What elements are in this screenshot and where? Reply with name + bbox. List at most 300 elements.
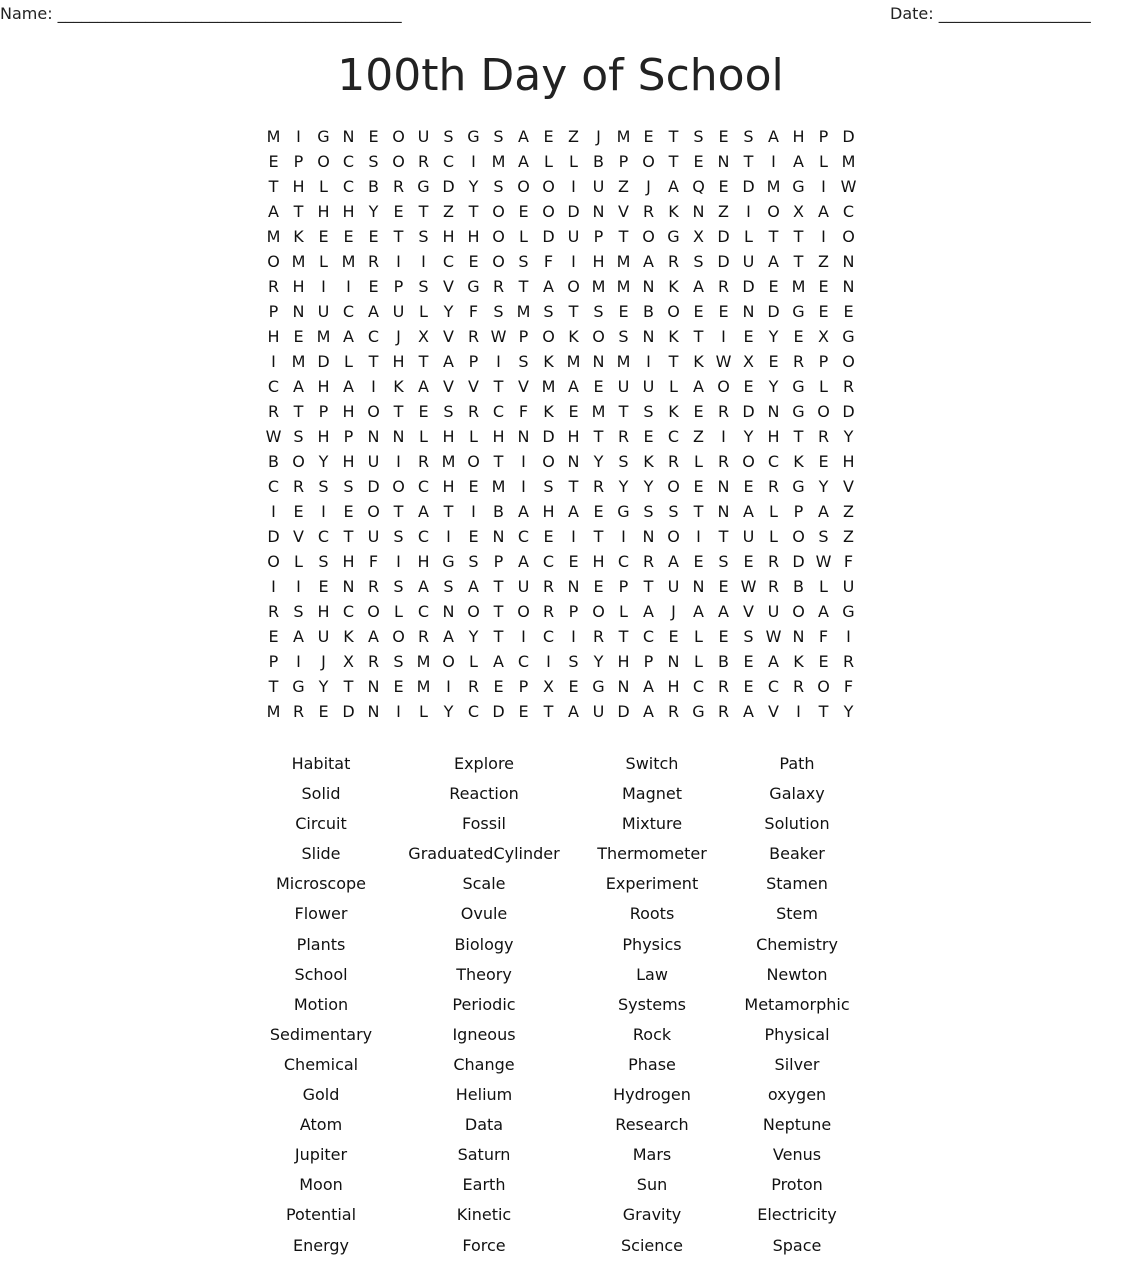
grid-letter: L <box>569 152 578 171</box>
grid-letter: P <box>268 302 279 321</box>
grid-letter: T <box>693 502 704 521</box>
grid-row <box>261 524 861 549</box>
grid-letter: T <box>268 177 279 196</box>
grid-letter: I <box>296 127 301 146</box>
grid-letter: S <box>468 552 479 571</box>
grid-letter: D <box>492 702 505 721</box>
grid-letter: L <box>419 702 428 721</box>
grid-letter: I <box>471 502 476 521</box>
grid-letter: R <box>267 277 280 296</box>
grid-letter: A <box>293 627 304 646</box>
grid-letter: W <box>765 627 782 646</box>
grid-letter: C <box>417 602 430 621</box>
word-list-row <box>241 1172 881 1202</box>
grid-letter: N <box>792 627 805 646</box>
word-list-row <box>241 901 881 931</box>
grid-letter: K <box>793 652 804 671</box>
grid-letter: T <box>493 627 504 646</box>
grid-letter: G <box>617 502 630 521</box>
grid-letter: T <box>293 202 304 221</box>
grid-letter: E <box>593 377 604 396</box>
grid-letter: I <box>796 702 801 721</box>
grid-letter: E <box>818 302 829 321</box>
grid-letter: E <box>693 152 704 171</box>
grid-row <box>261 499 861 524</box>
word-search-grid <box>261 124 861 724</box>
grid-letter: O <box>642 227 655 246</box>
grid-letter: T <box>793 427 804 446</box>
grid-letter: E <box>743 327 754 346</box>
grid-letter: J <box>596 127 601 146</box>
grid-letter: T <box>593 527 604 546</box>
grid-letter: Y <box>618 477 629 496</box>
grid-letter: E <box>818 277 829 296</box>
grid-letter: Z <box>718 202 729 221</box>
grid-letter: N <box>367 677 380 696</box>
grid-letter: R <box>467 677 480 696</box>
grid-letter: H <box>617 652 630 671</box>
grid-letter: A <box>768 127 779 146</box>
grid-letter: E <box>468 527 479 546</box>
grid-letter: I <box>296 652 301 671</box>
grid-letter: P <box>793 502 804 521</box>
grid-letter: D <box>792 552 805 571</box>
grid-letter: I <box>646 352 651 371</box>
grid-letter: T <box>368 352 379 371</box>
grid-letter: A <box>768 652 779 671</box>
grid-letter: O <box>542 452 555 471</box>
grid-letter: A <box>768 252 779 271</box>
grid-letter: A <box>443 352 454 371</box>
grid-letter: Y <box>593 652 604 671</box>
grid-letter: S <box>393 527 404 546</box>
grid-letter: V <box>768 702 779 721</box>
grid-letter: I <box>821 177 826 196</box>
grid-letter: P <box>593 227 604 246</box>
grid-row <box>261 299 861 324</box>
word-list-item: Venus <box>772 1145 822 1165</box>
grid-letter: N <box>667 652 680 671</box>
grid-letter: L <box>294 552 303 571</box>
grid-letter: O <box>492 227 505 246</box>
grid-letter: I <box>521 452 526 471</box>
grid-letter: I <box>321 277 326 296</box>
grid-letter: L <box>319 252 328 271</box>
grid-letter: M <box>616 352 631 371</box>
grid-letter: J <box>646 177 651 196</box>
grid-letter: R <box>292 702 305 721</box>
grid-letter: N <box>342 577 355 596</box>
grid-letter: K <box>793 452 804 471</box>
grid-letter: S <box>693 127 704 146</box>
grid-letter: A <box>468 577 479 596</box>
word-list-item: Chemistry <box>756 934 838 954</box>
grid-letter: X <box>793 202 804 221</box>
grid-letter: V <box>743 602 754 621</box>
word-list-item: Stamen <box>766 874 828 894</box>
grid-letter: O <box>542 177 555 196</box>
word-list-row <box>241 841 881 871</box>
grid-letter: Y <box>843 702 854 721</box>
grid-letter: D <box>267 527 280 546</box>
grid-letter: O <box>392 477 405 496</box>
grid-letter: T <box>718 527 729 546</box>
grid-letter: E <box>668 627 679 646</box>
grid-letter: R <box>817 427 830 446</box>
grid-letter: A <box>743 702 754 721</box>
grid-letter: O <box>542 202 555 221</box>
grid-letter: H <box>267 327 280 346</box>
grid-row <box>261 699 861 724</box>
grid-letter: M <box>491 152 506 171</box>
grid-letter: E <box>743 552 754 571</box>
grid-letter: Z <box>843 527 854 546</box>
grid-letter: C <box>542 627 555 646</box>
grid-letter: Z <box>693 427 704 446</box>
grid-letter: H <box>317 602 330 621</box>
grid-letter: S <box>493 177 504 196</box>
grid-letter: N <box>642 527 655 546</box>
grid-letter: Y <box>743 427 754 446</box>
grid-letter: S <box>643 502 654 521</box>
grid-letter: I <box>571 252 576 271</box>
grid-letter: H <box>392 352 405 371</box>
word-list-item: Flower <box>294 904 348 924</box>
grid-letter: D <box>767 302 780 321</box>
word-list-item: Gravity <box>622 1205 682 1225</box>
grid-letter: E <box>693 402 704 421</box>
grid-letter: U <box>592 177 605 196</box>
grid-letter: T <box>418 352 429 371</box>
grid-letter: S <box>343 477 354 496</box>
grid-letter: K <box>693 352 704 371</box>
grid-letter: P <box>518 677 529 696</box>
grid-row <box>261 474 861 499</box>
grid-letter: E <box>793 327 804 346</box>
grid-letter: O <box>592 602 605 621</box>
grid-letter: C <box>542 552 555 571</box>
word-list-item: Biology <box>454 934 514 954</box>
grid-letter: V <box>618 202 629 221</box>
word-list-item: Fossil <box>462 814 506 834</box>
grid-letter: H <box>442 477 455 496</box>
grid-letter: L <box>394 602 403 621</box>
grid-letter: I <box>396 452 401 471</box>
grid-letter: E <box>843 302 854 321</box>
grid-letter: S <box>518 252 529 271</box>
grid-letter: M <box>266 227 281 246</box>
grid-letter: H <box>542 502 555 521</box>
grid-letter: U <box>367 452 380 471</box>
grid-letter: R <box>417 627 430 646</box>
grid-letter: E <box>718 177 729 196</box>
grid-letter: R <box>467 402 480 421</box>
grid-letter: F <box>543 252 554 271</box>
grid-letter: L <box>519 227 528 246</box>
grid-letter: T <box>668 127 679 146</box>
grid-letter: N <box>392 427 405 446</box>
grid-letter: S <box>543 302 554 321</box>
grid-letter: M <box>291 352 306 371</box>
grid-letter: S <box>493 127 504 146</box>
grid-letter: R <box>842 652 855 671</box>
grid-letter: R <box>717 452 730 471</box>
grid-letter: G <box>292 677 305 696</box>
grid-letter: W <box>265 427 282 446</box>
grid-letter: P <box>318 402 329 421</box>
grid-letter: I <box>771 152 776 171</box>
grid-letter: O <box>742 452 755 471</box>
grid-letter: M <box>416 677 431 696</box>
grid-letter: T <box>293 402 304 421</box>
grid-letter: P <box>293 152 304 171</box>
grid-letter: S <box>518 352 529 371</box>
grid-letter: U <box>517 577 530 596</box>
grid-letter: D <box>367 477 380 496</box>
grid-letter: H <box>292 177 305 196</box>
grid-letter: X <box>343 652 354 671</box>
grid-letter: A <box>643 252 654 271</box>
grid-letter: A <box>818 602 829 621</box>
grid-letter: I <box>521 477 526 496</box>
grid-letter: I <box>296 577 301 596</box>
word-list-row <box>241 1082 881 1112</box>
grid-letter: B <box>643 302 654 321</box>
grid-letter: G <box>792 177 805 196</box>
grid-letter: T <box>818 702 829 721</box>
word-list-row <box>241 1022 881 1052</box>
grid-letter: B <box>718 652 729 671</box>
grid-letter: C <box>267 377 280 396</box>
grid-letter: H <box>567 427 580 446</box>
grid-letter: T <box>568 302 579 321</box>
word-list-row <box>241 1052 881 1082</box>
grid-letter: E <box>593 502 604 521</box>
grid-letter: T <box>593 427 604 446</box>
grid-letter: D <box>742 402 755 421</box>
grid-letter: I <box>346 277 351 296</box>
grid-letter: R <box>842 377 855 396</box>
grid-letter: P <box>493 552 504 571</box>
grid-letter: M <box>266 702 281 721</box>
grid-letter: R <box>367 252 380 271</box>
grid-letter: A <box>343 327 354 346</box>
grid-letter: D <box>617 702 630 721</box>
grid-row <box>261 374 861 399</box>
word-list-item: Magnet <box>621 784 683 804</box>
grid-letter: N <box>592 352 605 371</box>
grid-letter: D <box>317 352 330 371</box>
grid-letter: N <box>642 327 655 346</box>
word-list-item: Mixture <box>621 814 683 834</box>
grid-letter: K <box>668 327 679 346</box>
grid-letter: R <box>417 452 430 471</box>
grid-letter: T <box>793 252 804 271</box>
grid-letter: H <box>442 427 455 446</box>
grid-letter: S <box>393 577 404 596</box>
word-list-row <box>241 932 881 962</box>
grid-letter: N <box>717 477 730 496</box>
grid-letter: E <box>718 627 729 646</box>
grid-letter: E <box>818 652 829 671</box>
grid-letter: S <box>443 577 454 596</box>
grid-letter: S <box>418 227 429 246</box>
grid-letter: E <box>393 202 404 221</box>
word-list-item: GraduatedCylinder <box>408 844 560 864</box>
word-list-row <box>241 871 881 901</box>
word-list-item: Energy <box>292 1235 349 1255</box>
grid-letter: A <box>418 577 429 596</box>
grid-letter: X <box>743 352 754 371</box>
grid-letter: D <box>717 227 730 246</box>
grid-letter: D <box>742 277 755 296</box>
grid-letter: P <box>393 277 404 296</box>
grid-letter: S <box>593 302 604 321</box>
grid-letter: S <box>743 627 754 646</box>
grid-letter: H <box>842 452 855 471</box>
grid-letter: E <box>743 652 754 671</box>
grid-letter: G <box>467 127 480 146</box>
grid-letter: R <box>592 477 605 496</box>
grid-letter: H <box>492 427 505 446</box>
grid-letter: C <box>417 527 430 546</box>
grid-letter: S <box>643 402 654 421</box>
grid-letter: X <box>543 677 554 696</box>
grid-letter: Z <box>843 502 854 521</box>
grid-letter: A <box>418 377 429 396</box>
grid-letter: S <box>368 152 379 171</box>
grid-letter: T <box>418 202 429 221</box>
grid-row <box>261 599 861 624</box>
grid-row <box>261 199 861 224</box>
word-list-item: Habitat <box>291 754 351 773</box>
grid-letter: I <box>271 352 276 371</box>
grid-letter: Y <box>768 377 779 396</box>
grid-letter: O <box>667 527 680 546</box>
grid-letter: O <box>292 452 305 471</box>
grid-letter: N <box>717 502 730 521</box>
grid-letter: P <box>618 577 629 596</box>
grid-letter: U <box>317 302 330 321</box>
grid-letter: H <box>317 377 330 396</box>
grid-letter: S <box>418 277 429 296</box>
grid-letter: N <box>842 252 855 271</box>
grid-letter: D <box>842 127 855 146</box>
grid-letter: N <box>367 427 380 446</box>
grid-row <box>261 449 861 474</box>
grid-letter: Y <box>468 177 479 196</box>
grid-letter: R <box>667 252 680 271</box>
grid-letter: Y <box>768 327 779 346</box>
grid-letter: L <box>819 577 828 596</box>
word-list-item: Kinetic <box>456 1205 512 1225</box>
grid-row <box>261 249 861 274</box>
grid-letter: R <box>392 177 405 196</box>
grid-letter: N <box>342 127 355 146</box>
grid-letter: G <box>317 127 330 146</box>
word-list-item: Data <box>464 1115 504 1135</box>
word-list-row <box>241 751 881 781</box>
word-list-item: Experiment <box>605 874 699 894</box>
word-list-item: Research <box>615 1115 689 1135</box>
grid-letter: R <box>667 452 680 471</box>
grid-letter: O <box>267 552 280 571</box>
word-list-item: Periodic <box>452 994 516 1014</box>
grid-letter: S <box>668 502 679 521</box>
grid-letter: L <box>694 452 703 471</box>
grid-letter: V <box>443 277 454 296</box>
grid-letter: U <box>842 577 855 596</box>
grid-letter: E <box>318 702 329 721</box>
grid-letter: M <box>566 352 581 371</box>
grid-letter: E <box>568 552 579 571</box>
grid-letter: G <box>792 302 805 321</box>
word-list-row <box>241 962 881 992</box>
word-list-item: Proton <box>771 1175 823 1195</box>
word-list-item: Saturn <box>457 1145 511 1165</box>
grid-letter: E <box>518 202 529 221</box>
grid-letter: N <box>642 277 655 296</box>
grid-letter: K <box>643 452 654 471</box>
word-list-item: Sedimentary <box>269 1024 373 1044</box>
word-list-item: Theory <box>456 964 512 984</box>
grid-letter: L <box>669 377 678 396</box>
grid-letter: L <box>769 527 778 546</box>
grid-letter: I <box>821 227 826 246</box>
grid-letter: N <box>292 302 305 321</box>
grid-letter: Y <box>818 477 829 496</box>
grid-letter: L <box>419 302 428 321</box>
grid-letter: I <box>271 577 276 596</box>
grid-letter: D <box>742 177 755 196</box>
grid-letter: N <box>567 577 580 596</box>
grid-letter: A <box>818 502 829 521</box>
grid-letter: R <box>767 552 780 571</box>
grid-letter: L <box>419 427 428 446</box>
grid-letter: D <box>542 227 555 246</box>
grid-letter: O <box>717 377 730 396</box>
word-list-item: Path <box>779 754 815 773</box>
grid-letter: Y <box>318 677 329 696</box>
grid-letter: O <box>392 627 405 646</box>
grid-letter: C <box>517 527 530 546</box>
grid-letter: I <box>396 552 401 571</box>
grid-letter: H <box>592 252 605 271</box>
grid-letter: C <box>417 477 430 496</box>
grid-letter: L <box>619 602 628 621</box>
word-list-item: Newton <box>766 964 828 984</box>
grid-letter: E <box>643 427 654 446</box>
grid-row <box>261 349 861 374</box>
grid-row <box>261 324 861 349</box>
grid-letter: F <box>518 402 529 421</box>
grid-letter: A <box>693 602 704 621</box>
grid-letter: C <box>692 677 705 696</box>
grid-letter: H <box>467 227 480 246</box>
grid-letter: R <box>792 677 805 696</box>
grid-letter: R <box>642 552 655 571</box>
grid-letter: T <box>443 502 454 521</box>
word-list-item: Metamorphic <box>744 994 850 1014</box>
grid-letter: A <box>668 177 679 196</box>
grid-row <box>261 549 861 574</box>
grid-letter: E <box>368 227 379 246</box>
grid-letter: E <box>368 127 379 146</box>
grid-letter: G <box>467 277 480 296</box>
grid-letter: Y <box>443 302 454 321</box>
grid-letter: A <box>518 127 529 146</box>
grid-letter: E <box>493 677 504 696</box>
